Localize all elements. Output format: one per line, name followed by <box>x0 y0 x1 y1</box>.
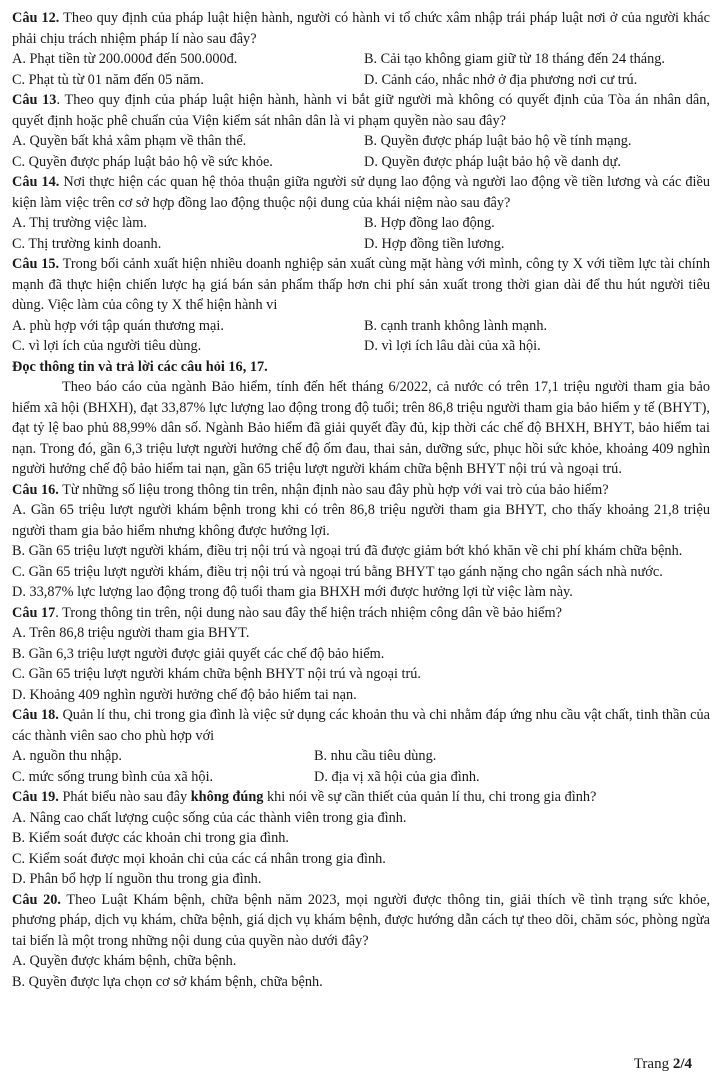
question-15 <box>12 254 710 316</box>
question-19 <box>12 787 710 808</box>
option-c: C. Kiểm soát được mọi khoản chi của các cá nhân trong gia đình. <box>12 850 386 867</box>
option-a: A. Gần 65 triệu lượt người khám bệnh trong khi có trên 86,8 triệu người tham gia BHYT, cho thấy khoảng 21,8 triệu người tham gia bảo hiểm nhưng không được hưởng lợi. <box>12 502 710 539</box>
question-text: Nơi thực hiện các quan hệ thỏa thuận giữa người sử dụng lao động và người lao động về tiền lương và các điều kiện làm việc trên cơ sở hợp đồng lao động thuộc nội dung của khái niệm nào sau đây? <box>12 174 710 211</box>
page-number: 2/4 <box>672 1056 692 1072</box>
option-a: A. Quyền được khám bệnh, chữa bệnh. <box>12 953 237 969</box>
option-d: D. Khoảng 409 nghìn người hưởng chế độ bảo hiểm tai nạn. <box>12 686 357 703</box>
question-number: Câu 18. <box>12 707 59 723</box>
options-12 <box>12 49 710 90</box>
question-text: Từ những số liệu trong thông tin trên, nhận định nào sau đây phù hợp với vai trò của bảo hiểm? <box>58 481 609 498</box>
question-text: Theo quy định của pháp luật hiện hành, người có hành vi tổ chức xâm nhập trái pháp luật nơi ở của người khác phải chịu trách nhiệm pháp lí nào sau đây? <box>12 10 711 47</box>
option-b: B. Kiểm soát được các khoản chi trong gia đình. <box>12 830 289 846</box>
option-d: D. Phân bổ hợp lí nguồn thu trong gia đình. <box>12 871 262 887</box>
option-d: D. Quyền được pháp luật bảo hộ về danh dự. <box>364 153 621 170</box>
question-12 <box>12 8 710 49</box>
question-number: Câu 14. <box>12 174 60 190</box>
option-a: A. Nâng cao chất lượng cuộc sống của các thành viên trong gia đình. <box>12 809 407 826</box>
question-text: Theo Luật Khám bệnh, chữa bệnh năm 2023, mọi người được thông tin, giải thích về tình trạng sức khỏe, phương pháp, dịch vụ khám, chữa bệnh, giá dịch vụ khám bệnh, được hướng dẫn cách tự theo dõi, chăm sóc, phòng ngừa tai biến là một trong những nội dung của quyền nào dưới đây? <box>12 891 710 949</box>
option-d: D. 33,87% lực lượng lao động trong độ tuổi tham gia BHXH mới được hưởng lợi từ việc làm này. <box>12 584 573 600</box>
page-label: Trang <box>633 1056 673 1072</box>
option-c: C. vì lợi ích của người tiêu dùng. <box>12 338 202 354</box>
question-number: Câu 17 <box>12 604 56 621</box>
option-b: B. nhu cầu tiêu dùng. <box>314 748 437 764</box>
option-d: D. Cảnh cáo, nhắc nhở ở địa phương nơi cư trú. <box>364 71 638 88</box>
question-20 <box>12 890 710 952</box>
option-d: D. Hợp đồng tiền lương. <box>364 235 505 252</box>
options-14 <box>12 213 710 254</box>
options-15 <box>12 316 710 357</box>
question-18 <box>12 705 710 746</box>
option-a: A. nguồn thu nhập. <box>12 748 122 764</box>
option-d: D. địa vị xã hội của gia đình. <box>314 768 480 785</box>
question-number: Câu 19. <box>12 789 59 805</box>
question-14 <box>12 172 710 213</box>
option-b: B. Gần 6,3 triệu lượt người được giải quyết các chế độ bảo hiểm. <box>12 645 385 662</box>
question-13 <box>12 90 710 131</box>
question-text: . Trong thông tin trên, nội dung nào sau đây thể hiện trách nhiệm công dân về bảo hiểm? <box>55 604 562 621</box>
option-c: C. Thị trường kinh doanh. <box>12 235 162 252</box>
question-text-after: khi nói về sự cần thiết của quản lí thu, chi trong gia đình? <box>263 789 597 805</box>
option-b: B. cạnh tranh không lành mạnh. <box>364 317 548 334</box>
option-b: B. Quyền được pháp luật bảo hộ về tính mạng. <box>364 133 632 149</box>
option-c: C. mức sống trung bình của xã hội. <box>12 768 214 785</box>
option-a: A. Thị trường việc làm. <box>12 215 147 231</box>
question-text: Trong bối cảnh xuất hiện nhiều doanh nghiệp sản xuất cùng mặt hàng với mình, công ty X với tiềm lực tài chính mạnh đã thực hiện chiến lược hạ giá bán sản phẩm thấp hơn chi phí sản xuất trong thời gian dài để thu hút người tiêu dùng. Việc làm của công ty X thể hiện hành vi <box>12 256 710 313</box>
option-a: A. Phạt tiền từ 200.000đ đến 500.000đ. <box>12 51 238 67</box>
option-b: B. Cải tạo không giam giữ từ 18 tháng đến 24 tháng. <box>364 51 666 67</box>
option-b: B. Hợp đồng lao động. <box>364 215 495 231</box>
option-c: C. Quyền được pháp luật bảo hộ về sức khỏe. <box>12 153 273 170</box>
exam-page <box>12 8 710 992</box>
question-number: Câu 16. <box>12 481 59 498</box>
options-18 <box>12 746 710 787</box>
reading-heading: Đọc thông tin và trả lời các câu hỏi 16, 17. <box>12 358 268 375</box>
question-number: Câu 15. <box>12 256 60 272</box>
question-emphasis: không đúng <box>190 789 264 805</box>
page-footer <box>634 1054 692 1075</box>
option-c: C. Phạt tù từ 01 năm đến 05 năm. <box>12 71 205 88</box>
question-text: Quản lí thu, chi trong gia đình là việc sử dụng các khoản thu và chi nhằm đáp ứng nhu cầu vật chất, tinh thần của các thành viên sao cho phù hợp với <box>12 707 710 744</box>
options-13 <box>12 131 710 172</box>
question-text-before: Phát biểu nào sau đây <box>58 789 191 805</box>
option-a: A. phù hợp với tập quán thương mại. <box>12 317 224 334</box>
option-a: A. Trên 86,8 triệu người tham gia BHYT. <box>12 625 250 641</box>
option-c: C. Gần 65 triệu lượt người khám chữa bệnh BHYT nội trú và ngoại trú. <box>12 666 421 682</box>
option-b: B. Quyền được lựa chọn cơ sở khám bệnh, chữa bệnh. <box>12 973 323 990</box>
option-c: C. Gần 65 triệu lượt người khám, điều trị nội trú và ngoại trú bằng BHYT tạo gánh nặng cho ngân sách nhà nước. <box>12 563 663 580</box>
question-number: Câu 13 <box>12 92 57 108</box>
question-number: Câu 12. <box>12 10 60 26</box>
option-a: A. Quyền bất khả xâm phạm về thân thể. <box>12 133 247 149</box>
question-text: . Theo quy định của pháp luật hiện hành, hành vi bắt giữ người mà không có quyết định của Tòa án nhân dân, quyết định hoặc phê chuẩn của Viện kiểm sát nhân dân là vi phạm quyền nào sau đây? <box>12 92 710 129</box>
reading-passage: Theo báo cáo của ngành Bảo hiểm, tính đến hết tháng 6/2022, cả nước có trên 17,1 triệu người tham gia bảo hiểm xã hội (BHXH), đạt 33,87% lực lượng lao động trong độ tuổi; trên 86,8 triệu người tham gia bảo hiểm y tế (BHYT), đạt tỷ lệ bao phủ 88,99% dân số. Ngành Bảo hiểm đã giải quyết đầy đủ, kịp thời các chế độ BHXH, BHYT, bảo hiểm tai nạn. Trong đó, gần 6,3 triệu lượt người hưởng chế độ ốm đau, thai sản, dưỡng sức, phục hồi sức khỏe, khoảng 409 nghìn người hưởng chế độ bảo hiểm tai nạn, gần 65 triệu lượt người khám chữa bệnh BHYT nội trú và ngoại trú. <box>12 379 710 477</box>
question-16 <box>12 480 710 501</box>
option-b: B. Gần 65 triệu lượt người khám, điều trị nội trú và ngoại trú đã được giảm bớt khó khăn về chi phí khám chữa bệnh. <box>12 543 683 559</box>
question-17 <box>12 603 710 624</box>
question-number: Câu 20. <box>12 891 61 908</box>
option-d: D. vì lợi ích lâu dài của xã hội. <box>364 338 541 354</box>
